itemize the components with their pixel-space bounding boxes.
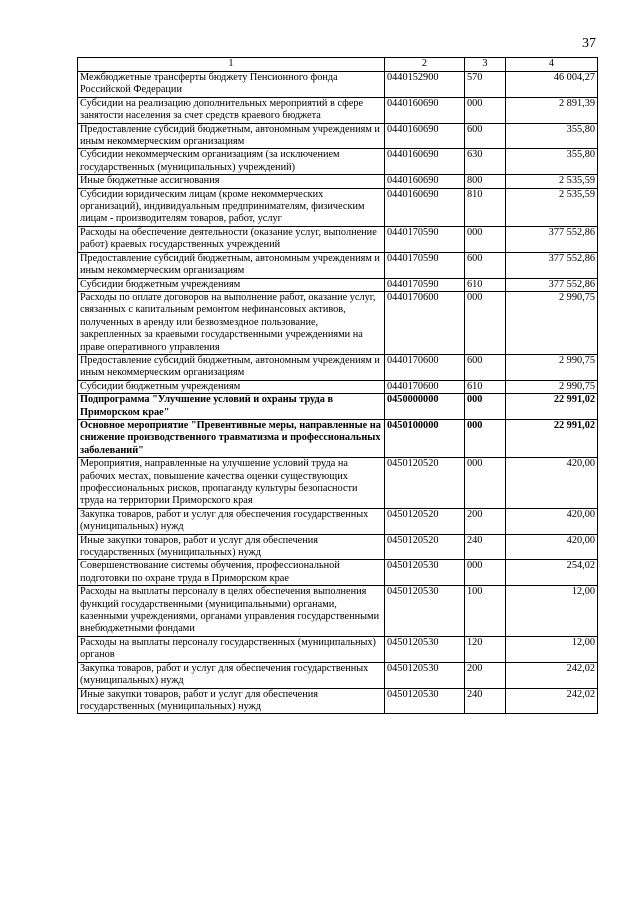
row-code-cell: 0450100000 <box>385 419 465 457</box>
row-code-cell: 0440170600 <box>385 380 465 393</box>
table-row <box>78 72 598 98</box>
row-type-cell: 000 <box>465 419 506 457</box>
row-amount-cell: 377 552,86 <box>506 278 598 291</box>
row-code-cell: 0450120530 <box>385 688 465 714</box>
table-header-row <box>78 58 598 72</box>
row-type-cell: 630 <box>465 149 506 175</box>
row-code-cell: 0440152900 <box>385 72 465 98</box>
row-amount-cell: 2 990,75 <box>506 354 598 380</box>
table-row <box>78 291 598 354</box>
row-type-cell: 000 <box>465 226 506 252</box>
row-type-cell: 810 <box>465 188 506 226</box>
table-row <box>78 458 598 509</box>
table-row <box>78 688 598 714</box>
table-row <box>78 662 598 688</box>
row-name-cell: Субсидии юридическим лицам (кроме некоммерческих организаций), индивидуальным предпринимателям, физическим лицам - производителям товаров, работ, услуг <box>78 188 385 226</box>
table-row <box>78 394 598 420</box>
row-code-cell: 0450120530 <box>385 662 465 688</box>
row-amount-cell: 254,02 <box>506 560 598 586</box>
row-type-cell: 600 <box>465 354 506 380</box>
row-name-cell: Расходы на обеспечение деятельности (оказание услуг, выполнение работ) краевых государственных учреждений <box>78 226 385 252</box>
row-type-cell: 000 <box>465 97 506 123</box>
header-cell-amount: 4 <box>506 58 598 72</box>
row-amount-cell: 420,00 <box>506 508 598 534</box>
row-type-cell: 570 <box>465 72 506 98</box>
row-name-cell: Закупка товаров, работ и услуг для обеспечения государственных (муниципальных) нужд <box>78 662 385 688</box>
table-row <box>78 278 598 291</box>
row-type-cell: 610 <box>465 380 506 393</box>
row-amount-cell: 2 535,59 <box>506 175 598 188</box>
row-name-cell: Иные бюджетные ассигнования <box>78 175 385 188</box>
row-code-cell: 0450120530 <box>385 636 465 662</box>
row-code-cell: 0440160690 <box>385 188 465 226</box>
page-number: 37 <box>582 36 596 51</box>
budget-table-body <box>78 58 598 714</box>
row-code-cell: 0440160690 <box>385 123 465 149</box>
row-type-cell: 000 <box>465 560 506 586</box>
row-amount-cell: 420,00 <box>506 534 598 560</box>
row-name-cell: Субсидии некоммерческим организациям (за исключением государственных (муниципальных) учреждений) <box>78 149 385 175</box>
row-name-cell: Субсидии на реализацию дополнительных мероприятий в сфере занятости населения за счет средств краевого бюджета <box>78 97 385 123</box>
row-name-cell: Мероприятия, направленные на улучшение условий труда на рабочих местах, повышение качества оценки существующих профессиональных рисков, пропаганду культуры безопасности труда на территории Приморского края <box>78 458 385 509</box>
row-code-cell: 0440170590 <box>385 252 465 278</box>
table-row <box>78 508 598 534</box>
row-name-cell: Основное мероприятие "Превентивные меры, направленные на снижение производственного травматизма и профессиональных заболеваний" <box>78 419 385 457</box>
table-row <box>78 636 598 662</box>
row-amount-cell: 355,80 <box>506 123 598 149</box>
row-amount-cell: 2 990,75 <box>506 291 598 354</box>
row-type-cell: 200 <box>465 508 506 534</box>
budget-table <box>77 57 598 714</box>
row-name-cell: Закупка товаров, работ и услуг для обеспечения государственных (муниципальных) нужд <box>78 508 385 534</box>
row-code-cell: 0440170600 <box>385 354 465 380</box>
header-cell-code: 2 <box>385 58 465 72</box>
row-amount-cell: 355,80 <box>506 149 598 175</box>
row-amount-cell: 22 991,02 <box>506 394 598 420</box>
row-code-cell: 0450120520 <box>385 458 465 509</box>
row-code-cell: 0450120520 <box>385 508 465 534</box>
row-amount-cell: 46 004,27 <box>506 72 598 98</box>
table-row <box>78 586 598 637</box>
row-name-cell: Предоставление субсидий бюджетным, автономным учреждениям и иным некоммерческим организациям <box>78 123 385 149</box>
row-amount-cell: 377 552,86 <box>506 252 598 278</box>
row-name-cell: Предоставление субсидий бюджетным, автономным учреждениям и иным некоммерческим организациям <box>78 354 385 380</box>
table-row <box>78 123 598 149</box>
table-row <box>78 226 598 252</box>
row-name-cell: Расходы на выплаты персоналу в целях обеспечения выполнения функций государственными (муниципальными) органами, казенными учреждениями, органами управления государственными внебюджетными фондами <box>78 586 385 637</box>
table-row <box>78 252 598 278</box>
row-type-cell: 600 <box>465 123 506 149</box>
row-name-cell: Субсидии бюджетным учреждениям <box>78 380 385 393</box>
header-cell-name: 1 <box>78 58 385 72</box>
row-code-cell: 0440160690 <box>385 97 465 123</box>
row-amount-cell: 420,00 <box>506 458 598 509</box>
row-type-cell: 200 <box>465 662 506 688</box>
row-name-cell: Предоставление субсидий бюджетным, автономным учреждениям и иным некоммерческим организациям <box>78 252 385 278</box>
row-code-cell: 0450120520 <box>385 534 465 560</box>
table-row <box>78 560 598 586</box>
table-row <box>78 149 598 175</box>
row-type-cell: 240 <box>465 534 506 560</box>
row-amount-cell: 377 552,86 <box>506 226 598 252</box>
row-amount-cell: 22 991,02 <box>506 419 598 457</box>
row-amount-cell: 12,00 <box>506 586 598 637</box>
table-row <box>78 419 598 457</box>
table-row <box>78 175 598 188</box>
row-code-cell: 0440160690 <box>385 175 465 188</box>
row-type-cell: 240 <box>465 688 506 714</box>
row-amount-cell: 2 891,39 <box>506 97 598 123</box>
row-code-cell: 0440170590 <box>385 278 465 291</box>
header-cell-type: 3 <box>465 58 506 72</box>
row-code-cell: 0450120530 <box>385 586 465 637</box>
row-amount-cell: 2 535,59 <box>506 188 598 226</box>
table-row <box>78 380 598 393</box>
row-name-cell: Расходы по оплате договоров на выполнение работ, оказание услуг, связанных с капитальным ремонтом нефинансовых активов, полученных в аренду или безвозмездное пользование, закрепленных за краевыми государственными учреждениями на праве оперативного управления <box>78 291 385 354</box>
row-name-cell: Иные закупки товаров, работ и услуг для обеспечения государственных (муниципальных) нужд <box>78 688 385 714</box>
row-code-cell: 0440170600 <box>385 291 465 354</box>
row-name-cell: Межбюджетные трансферты бюджету Пенсионного фонда Российской Федерации <box>78 72 385 98</box>
table-row <box>78 534 598 560</box>
row-name-cell: Подпрограмма "Улучшение условий и охраны труда в Приморском крае" <box>78 394 385 420</box>
row-type-cell: 000 <box>465 394 506 420</box>
row-type-cell: 800 <box>465 175 506 188</box>
row-name-cell: Иные закупки товаров, работ и услуг для обеспечения государственных (муниципальных) нужд <box>78 534 385 560</box>
row-code-cell: 0440160690 <box>385 149 465 175</box>
row-code-cell: 0450120530 <box>385 560 465 586</box>
row-type-cell: 000 <box>465 458 506 509</box>
row-code-cell: 0440170590 <box>385 226 465 252</box>
row-name-cell: Субсидии бюджетным учреждениям <box>78 278 385 291</box>
row-amount-cell: 2 990,75 <box>506 380 598 393</box>
row-code-cell: 0450000000 <box>385 394 465 420</box>
row-amount-cell: 12,00 <box>506 636 598 662</box>
row-amount-cell: 242,02 <box>506 662 598 688</box>
table-row <box>78 97 598 123</box>
row-type-cell: 000 <box>465 291 506 354</box>
row-type-cell: 100 <box>465 586 506 637</box>
row-name-cell: Расходы на выплаты персоналу государственных (муниципальных) органов <box>78 636 385 662</box>
table-row <box>78 188 598 226</box>
row-name-cell: Совершенствование системы обучения, профессиональной подготовки по охране труда в Приморском крае <box>78 560 385 586</box>
row-type-cell: 120 <box>465 636 506 662</box>
row-type-cell: 600 <box>465 252 506 278</box>
table-row <box>78 354 598 380</box>
row-type-cell: 610 <box>465 278 506 291</box>
row-amount-cell: 242,02 <box>506 688 598 714</box>
